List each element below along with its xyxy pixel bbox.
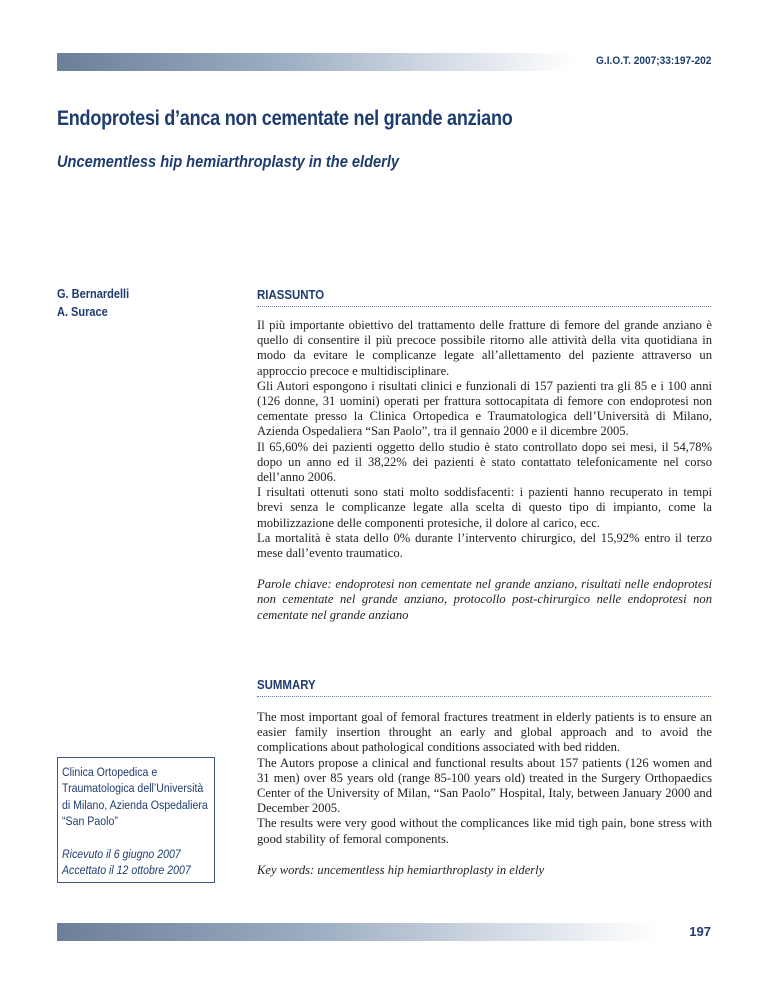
dates-block <box>62 846 215 879</box>
paragraph: La mortalità è stata dello 0% durante l’intervento chirurgico, del 15,92% entro il terzo mese dall’evento traumatico. <box>257 530 712 561</box>
paragraph: Il 65,60% dei pazienti oggetto dello studio è stato controllato dopo sei mesi, il 54,78% dopo un anno ed il 38,22% dei pazienti è stato contattato telefonicamente nel corso dell’anno 2006. <box>257 439 712 485</box>
riassunto-heading: RIASSUNTO <box>257 287 325 302</box>
article-subtitle: Uncementless hip hemiarthroplasty in the elderly <box>57 152 400 171</box>
summary-heading: SUMMARY <box>257 677 316 692</box>
journal-reference: G.I.O.T. 2007;33:197-202 <box>595 55 711 67</box>
article-title: Endoprotesi d’anca non cementate nel grande anziano <box>57 107 513 130</box>
affiliation-line: “San Paolo” <box>62 814 118 829</box>
affiliation-line: di Milano, Azienda Ospedaliera <box>62 797 208 812</box>
affiliation-box <box>57 757 215 883</box>
header-gradient-bar <box>57 53 574 71</box>
accepted-date: Accettato il 12 ottobre 2007 <box>62 863 191 878</box>
author-name: A. Surace <box>57 305 108 319</box>
paragraph: Gli Autori espongono i risultati clinici e funzionali di 157 pazienti tra gli 85 e i 100 anni (126 donne, 31 uomini) operati per frattura sottocapitata di femore con endoprotesi non cementate presso la Clinica Ortopedica e Traumatologica dell’Università di Milano, Azienda Ospedaliera “San Paolo”, tra il gennaio 2000 e il dicembre 2005. <box>257 378 712 439</box>
paragraph: The Autors propose a clinical and functional results about 157 patients (126 women and 31 men) over 85 years old (range 85-100 years old) treated in the Surgery Orthopaedics Center of the University of Milan, “San Paolo” Hospital, Italy, between January 2000 and December 2005. <box>257 755 712 816</box>
affiliation-line: Clinica Ortopedica e <box>62 765 158 779</box>
keywords-en: Key words: uncementless hip hemiarthroplasty in elderly <box>257 862 545 877</box>
author-list <box>57 285 129 321</box>
received-date: Ricevuto il 6 giugno 2007 <box>62 846 181 861</box>
summary-body <box>257 710 712 878</box>
riassunto-body <box>257 318 712 623</box>
paragraph: The results were very good without the complicances like mid tigh pain, bone stress with good stability of femoral components. <box>257 816 712 846</box>
paragraph: Il più importante obiettivo del trattamento delle fratture di femore del grande anziano è quello di consentire il più precoce possibile ritorno alle attività della vita quotidiana in modo da evitare le complicanze legate all’allettamento del paziente attraverso un approccio precoce e multidisciplinare. <box>257 318 712 378</box>
footer-gradient-bar <box>57 923 657 941</box>
page-number: 197 <box>689 924 711 939</box>
affiliation-line: Traumatologica dell’Università <box>62 781 204 796</box>
paragraph: The most important goal of femoral fractures treatment in elderly patients is to ensure an easier family insertion throught an early and global approach and to avoid the complications about pathological conditions associated with bed ridden. <box>257 710 712 755</box>
keywords-it: Parole chiave: endoprotesi non cementate nel grande anziano, risultati nelle endoprotesi non cementate nel grande anziano, protocollo post-chirurgico nelle endoprotesi non cementate nel grande anziano <box>257 577 712 622</box>
paragraph: I risultati ottenuti sono stati molto soddisfacenti: i pazienti hanno recuperato in tempi brevi senza le complicanze legate alla scelta di questo tipo di impianto, come la mobilizzazione delle componenti protesiche, il dolore al carico, ecc. <box>257 485 712 530</box>
section-divider <box>257 696 711 697</box>
section-divider <box>257 306 711 307</box>
author-name: G. Bernardelli <box>57 287 130 301</box>
